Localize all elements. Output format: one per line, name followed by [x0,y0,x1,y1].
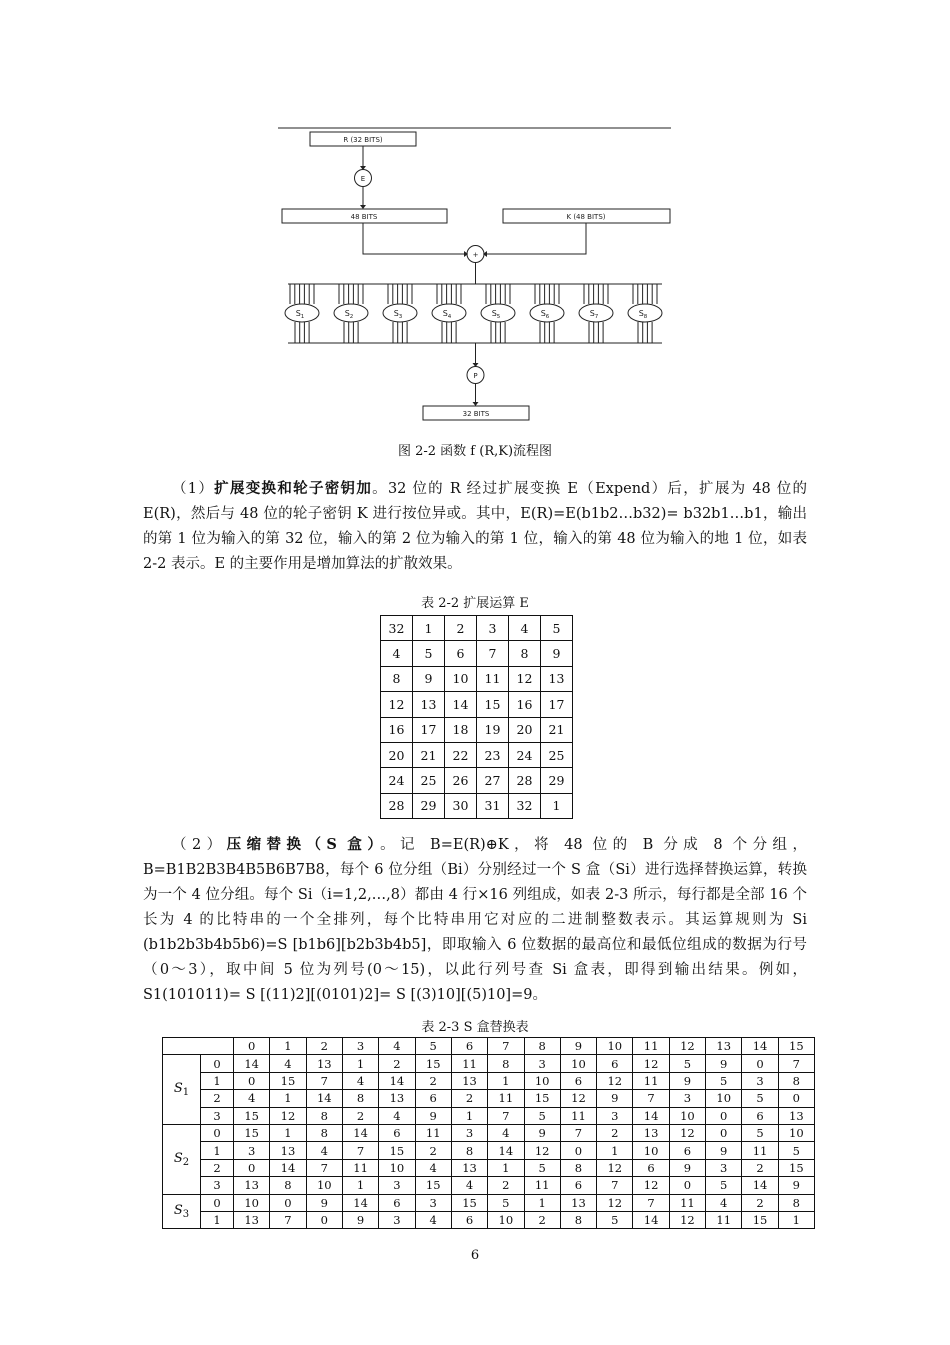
table-cell: 12 [633,1177,669,1194]
table-cell: 12 [669,1124,705,1141]
sbox-label-7: $S_7$ [589,309,599,320]
table-cell: 5 [669,1055,705,1072]
table-cell: 12 [509,666,541,691]
sbox-name-index: 3 [182,1208,190,1220]
table-cell: 8 [488,1055,524,1072]
table-cell: 4 [306,1142,342,1159]
column-header: 8 [524,1038,560,1055]
table-cell: 13 [451,1072,487,1089]
table-cell: 1 [597,1142,633,1159]
table-cell: 13 [541,666,573,691]
column-header: 9 [560,1038,596,1055]
table-cell: 0 [234,1072,270,1089]
table-cell: 9 [706,1055,742,1072]
table-cell: 7 [488,1107,524,1124]
table-row [381,793,573,818]
table-cell: 4 [706,1194,742,1211]
column-header: 7 [488,1038,524,1055]
section-2-prefix: （2） [172,837,227,853]
table-cell: 1 [451,1107,487,1124]
table-cell: 1 [342,1055,378,1072]
table-cell: 7 [597,1177,633,1194]
table-cell: 1 [270,1090,306,1107]
table-cell: 10 [669,1107,705,1124]
table-cell: 7 [270,1211,306,1228]
page-number: 6 [470,1248,480,1263]
table-cell: 9 [597,1090,633,1107]
table-cell: 7 [342,1142,378,1159]
table-cell: 6 [451,1211,487,1228]
sbox-name [163,1055,201,1125]
table-cell: 14 [445,692,477,717]
table-cell: 21 [413,742,445,767]
table-cell: 15 [234,1124,270,1141]
sbox-label-8: $S_8$ [638,309,648,320]
table-cell: 7 [560,1124,596,1141]
table-cell: 14 [633,1107,669,1124]
column-header: 3 [342,1038,378,1055]
table-cell: 2 [742,1194,778,1211]
table-row [163,1124,815,1141]
table-cell: 32 [509,793,541,818]
table-cell: 9 [524,1124,560,1141]
row-index: 0 [201,1124,234,1141]
table-cell: 19 [477,717,509,742]
section-1-prefix: （1） [172,481,215,497]
table-cell: 10 [488,1211,524,1228]
table-s-caption: 表 2-3 S 盒替换表 [421,1020,529,1035]
table-cell: 1 [488,1159,524,1176]
table-cell: 6 [742,1107,778,1124]
table-cell: 10 [560,1055,596,1072]
table-row [381,768,573,793]
table-cell: 12 [381,692,413,717]
table-cell: 2 [597,1124,633,1141]
k-label: K (48 BITS) [566,213,606,221]
table-cell: 13 [633,1124,669,1141]
row-index: 1 [201,1142,234,1159]
table-cell: 16 [381,717,413,742]
r-label: R (32 BITS) [343,136,383,144]
table-cell: 22 [445,742,477,767]
table-cell: 9 [706,1142,742,1159]
table-cell: 11 [524,1177,560,1194]
column-header: 5 [415,1038,451,1055]
table-cell: 2 [451,1090,487,1107]
bits48-label: 48 BITS [350,213,378,221]
table-cell: 7 [778,1055,814,1072]
table-cell: 11 [451,1055,487,1072]
table-cell: 11 [742,1142,778,1159]
table-cell: 8 [778,1072,814,1089]
table-cell: 14 [270,1159,306,1176]
table-cell: 4 [509,616,541,641]
table-cell: 1 [270,1124,306,1141]
table-cell: 8 [451,1142,487,1159]
table-cell: 6 [379,1194,415,1211]
table-cell: 6 [560,1072,596,1089]
table-cell: 10 [778,1124,814,1141]
table-cell: 12 [270,1107,306,1124]
p-label: P [473,372,478,380]
table-cell: 7 [633,1090,669,1107]
table-cell: 9 [669,1072,705,1089]
sbox-name [163,1194,201,1229]
table-e-caption: 表 2-2 扩展运算 E [421,596,529,611]
table-cell: 14 [234,1055,270,1072]
table-row [381,742,573,767]
table-cell: 29 [413,793,445,818]
row-index: 2 [201,1090,234,1107]
table-cell: 3 [669,1090,705,1107]
sbox-label-6: $S_6$ [540,309,550,320]
table-row [163,1142,815,1159]
table-cell: 0 [742,1055,778,1072]
table-cell: 15 [742,1211,778,1228]
table-cell: 5 [524,1107,560,1124]
table-cell: 5 [778,1142,814,1159]
table-cell: 24 [381,768,413,793]
table-cell: 4 [234,1090,270,1107]
table-cell: 4 [488,1124,524,1141]
row-index: 2 [201,1159,234,1176]
table-row [163,1107,815,1124]
table-cell: 3 [415,1194,451,1211]
table-cell: 0 [669,1177,705,1194]
table-cell: 15 [270,1072,306,1089]
table-cell: 13 [778,1107,814,1124]
table-cell: 15 [477,692,509,717]
table-cell: 10 [524,1072,560,1089]
table-cell: 30 [445,793,477,818]
sbox-name-index: 1 [182,1087,190,1099]
sbox-label-2: $S_2$ [344,309,354,320]
table-cell: 4 [415,1159,451,1176]
table-row [163,1072,815,1089]
table-cell: 6 [445,641,477,666]
table-cell: 13 [234,1211,270,1228]
table-cell: 0 [706,1124,742,1141]
table-cell: 6 [379,1124,415,1141]
table-cell: 9 [413,666,445,691]
table-cell: 11 [488,1090,524,1107]
table-cell: 3 [234,1142,270,1159]
figure-caption: 图 2-2 函数 f (R,K)流程图 [397,444,553,459]
table-cell: 5 [706,1177,742,1194]
expansion-table [380,615,573,819]
table-cell: 8 [270,1177,306,1194]
table-cell: 14 [488,1142,524,1159]
table-cell: 15 [778,1159,814,1176]
table-cell: 23 [477,742,509,767]
column-header: 14 [742,1038,778,1055]
row-index: 3 [201,1177,234,1194]
table-cell: 11 [633,1072,669,1089]
column-header: 2 [306,1038,342,1055]
table-cell: 5 [597,1211,633,1228]
table-cell: 4 [379,1107,415,1124]
table-cell: 0 [306,1211,342,1228]
table-cell: 26 [445,768,477,793]
table-cell: 1 [778,1211,814,1228]
table-cell: 3 [379,1211,415,1228]
table-cell: 7 [477,641,509,666]
table-cell: 28 [381,793,413,818]
table-cell: 2 [342,1107,378,1124]
sbox-name-letter: S [173,1081,183,1097]
table-cell: 5 [706,1072,742,1089]
row-index: 0 [201,1194,234,1211]
table-cell: 12 [524,1142,560,1159]
table-cell: 5 [541,616,573,641]
table-cell: 25 [413,768,445,793]
header-blank [163,1038,234,1055]
section-2-heading: 压缩替换（S 盒） [226,836,381,853]
table-cell: 28 [509,768,541,793]
table-cell: 1 [524,1194,560,1211]
section-2 [143,832,807,1008]
table-cell: 6 [560,1177,596,1194]
section-1-body: 。32 位的 R 经过扩展变换 E（Expend）后，扩展为 48 位的 E(R)，然后与 48 位的轮子密钥 K 进行按位异或。其中，E(R)=E(b1b2…b32)= b32b1…b1，输出的第 1 位为输入的第 32 位，输入的第 2 位为输入的第 1 位，输入的第 48 位为输入的地 1 位，如表 2-2 表示。E 的主要作用是增加算法的扩散效果。 [143,481,807,572]
table-row [163,1194,815,1211]
table-cell: 12 [597,1194,633,1211]
sbox-label-4: $S_4$ [442,309,452,320]
table-cell: 15 [451,1194,487,1211]
row-index: 1 [201,1072,234,1089]
table-cell: 13 [306,1055,342,1072]
bits32-label: 32 BITS [462,410,490,418]
table-cell: 8 [306,1107,342,1124]
table-cell: 12 [560,1090,596,1107]
table-row [381,666,573,691]
table-cell: 8 [342,1090,378,1107]
table-row [381,717,573,742]
table-cell: 6 [597,1055,633,1072]
table-row [163,1177,815,1194]
table-cell: 18 [445,717,477,742]
row-index: 3 [201,1107,234,1124]
table-cell: 20 [509,717,541,742]
table-cell: 14 [342,1124,378,1141]
sbox-name-index: 2 [182,1156,190,1168]
table-cell: 5 [488,1194,524,1211]
table-cell: 14 [306,1090,342,1107]
table-cell: 9 [415,1107,451,1124]
table-cell: 9 [669,1159,705,1176]
table-row [163,1090,815,1107]
table-cell: 3 [706,1159,742,1176]
table-cell: 5 [742,1090,778,1107]
column-header: 1 [270,1038,306,1055]
column-header: 15 [778,1038,814,1055]
table-cell: 8 [778,1194,814,1211]
table-cell: 13 [560,1194,596,1211]
table-cell: 11 [669,1194,705,1211]
table-cell: 8 [560,1159,596,1176]
table-cell: 2 [524,1211,560,1228]
sbox-table [162,1037,815,1229]
section-2-body: 。记 B=E(R)⊕K，将 48 位的 B 分成 8 个分组，B=B1B2B3B4B5B6B7B8，每个 6 位分组（Bi）分别经过一个 S 盒（Si）进行选择替换运算，转换为一个 4 位分组。每个 Si（i=1,2,…,8）都由 4 行×16 列组成，如表 2-3 所示，每行都是全部 16 个长为 4 的比特串的一个全排列，每个比特串用它对应的二进制整数表示。其运算规则为 Si (b1b2b3b4b5b6)=S [b1b6][b2b3b4b5]，即取输入 6 位数据的最高位和最低位组成的数据为行号（0～3），取中间 5 位为列号(0～15)，以此行列号查 Si 盒表，即得到输出结果。例如，S1(101011)= S [(11)2][(0101)2]= S [(3)10][(5)10]=9。 [143,837,807,1003]
table-cell: 14 [342,1194,378,1211]
table-cell: 29 [541,768,573,793]
table-cell: 13 [451,1159,487,1176]
table-cell: 3 [451,1124,487,1141]
table-cell: 12 [597,1159,633,1176]
table-cell: 1 [541,793,573,818]
table-cell: 5 [524,1159,560,1176]
sbox-label-3: $S_3$ [393,309,403,320]
table-cell: 15 [234,1107,270,1124]
table-cell: 8 [306,1124,342,1141]
table-cell: 10 [306,1177,342,1194]
table-cell: 8 [381,666,413,691]
column-header: 6 [451,1038,487,1055]
table-cell: 2 [742,1159,778,1176]
column-header: 13 [706,1038,742,1055]
table-row [381,692,573,717]
table-cell: 10 [633,1142,669,1159]
table-cell: 17 [541,692,573,717]
xor-label: + [472,251,479,259]
table-cell: 13 [270,1142,306,1159]
table-cell: 2 [379,1055,415,1072]
table-cell: 5 [742,1124,778,1141]
table-cell: 13 [379,1090,415,1107]
table-cell: 11 [415,1124,451,1141]
table-cell: 32 [381,616,413,641]
table-cell: 13 [413,692,445,717]
table-cell: 10 [706,1090,742,1107]
table-cell: 4 [342,1072,378,1089]
table-cell: 4 [381,641,413,666]
table-cell: 1 [342,1177,378,1194]
table-cell: 15 [415,1055,451,1072]
table-cell: 27 [477,768,509,793]
table-cell: 12 [669,1211,705,1228]
table-cell: 2 [445,616,477,641]
table-cell: 15 [415,1177,451,1194]
column-header: 10 [597,1038,633,1055]
column-header: 4 [379,1038,415,1055]
table-cell: 11 [342,1159,378,1176]
table-row [163,1159,815,1176]
table-cell: 6 [415,1090,451,1107]
table-cell: 4 [415,1211,451,1228]
e-label: E [360,175,366,183]
table-cell: 0 [234,1159,270,1176]
table-cell: 3 [379,1177,415,1194]
table-cell: 3 [597,1107,633,1124]
table-cell: 3 [524,1055,560,1072]
table-row [381,616,573,641]
sbox-name-letter: S [173,1150,183,1166]
table-cell: 8 [509,641,541,666]
table-cell: 10 [379,1159,415,1176]
table-cell: 4 [270,1055,306,1072]
table-cell: 14 [742,1177,778,1194]
table-cell: 1 [413,616,445,641]
table-cell: 2 [488,1177,524,1194]
table-row [381,641,573,666]
sbox-label-1: $S_1$ [295,309,305,320]
table-cell: 9 [541,641,573,666]
table-cell: 9 [306,1194,342,1211]
table-cell: 21 [541,717,573,742]
table-cell: 9 [342,1211,378,1228]
table-cell: 11 [560,1107,596,1124]
table-cell: 25 [541,742,573,767]
table-cell: 15 [379,1142,415,1159]
table-cell: 0 [270,1194,306,1211]
table-cell: 0 [560,1142,596,1159]
table-cell: 20 [381,742,413,767]
table-cell: 2 [415,1072,451,1089]
table-cell: 1 [488,1072,524,1089]
column-header: 0 [234,1038,270,1055]
table-cell: 2 [415,1142,451,1159]
column-header: 11 [633,1038,669,1055]
table-cell: 3 [742,1072,778,1089]
table-cell: 12 [633,1055,669,1072]
table-cell: 10 [445,666,477,691]
table-cell: 10 [234,1194,270,1211]
table-cell: 11 [477,666,509,691]
sbox-name-letter: S [173,1202,183,1218]
row-index: 0 [201,1055,234,1072]
table-cell: 9 [778,1177,814,1194]
table-cell: 0 [778,1090,814,1107]
table-cell: 31 [477,793,509,818]
table-cell: 11 [706,1211,742,1228]
row-index: 1 [201,1211,234,1228]
section-1-heading: 扩展变换和轮子密钥加 [214,480,373,497]
sbox-name [163,1124,201,1194]
f-function-flow-diagram [0,0,950,440]
table-cell: 17 [413,717,445,742]
table-cell: 14 [379,1072,415,1089]
table-cell: 15 [524,1090,560,1107]
table-cell: 0 [706,1107,742,1124]
table-cell: 6 [669,1142,705,1159]
table-cell: 16 [509,692,541,717]
table-cell: 5 [413,641,445,666]
column-header: 12 [669,1038,705,1055]
table-cell: 8 [560,1211,596,1228]
table-cell: 3 [477,616,509,641]
table-cell: 6 [633,1159,669,1176]
table-cell: 4 [451,1177,487,1194]
table-row [163,1055,815,1072]
table-header-row [163,1038,815,1055]
table-row [163,1211,815,1228]
table-cell: 7 [306,1072,342,1089]
section-1 [143,476,807,577]
table-cell: 7 [306,1159,342,1176]
table-cell: 24 [509,742,541,767]
table-cell: 14 [633,1211,669,1228]
table-cell: 7 [633,1194,669,1211]
sbox-label-5: $S_5$ [491,309,501,320]
table-cell: 13 [234,1177,270,1194]
table-cell: 12 [597,1072,633,1089]
